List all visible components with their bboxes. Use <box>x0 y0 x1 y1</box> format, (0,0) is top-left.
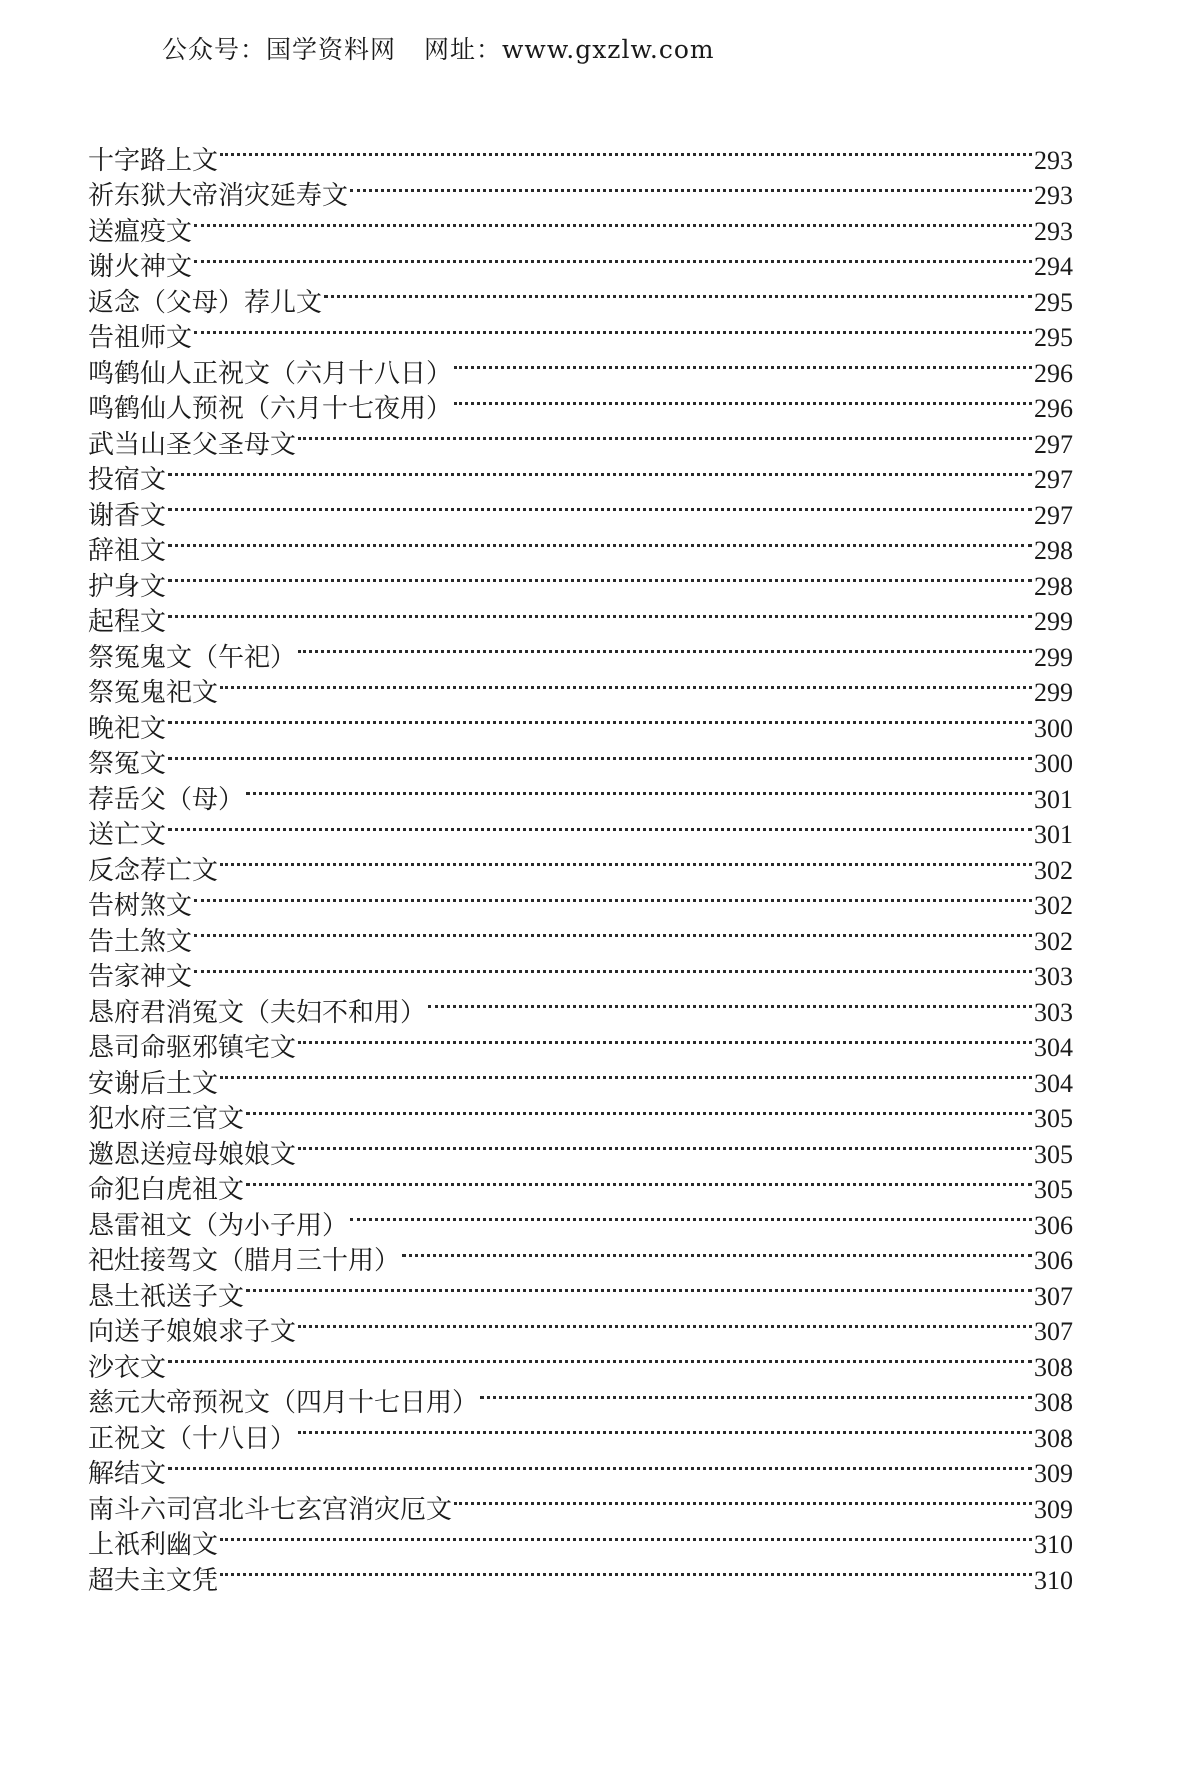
toc-entry-title: 荐岳父（母） <box>88 784 245 815</box>
toc-entry-title: 犯水府三官文 <box>88 1104 245 1134</box>
toc-dot-leader <box>298 1411 1032 1447</box>
toc-entry-page-number: 306 <box>1034 1246 1073 1275</box>
toc-dot-leader <box>298 1127 1032 1163</box>
toc-dot-leader <box>454 1482 1032 1518</box>
toc-entry-page-number: 307 <box>1034 1317 1073 1346</box>
toc-dot-leader <box>168 1447 1032 1483</box>
toc-entry-page-number: 300 <box>1034 713 1073 743</box>
toc-entry <box>88 204 1073 247</box>
toc-entry <box>88 1340 1073 1383</box>
toc-entry-title: 送亡文 <box>88 820 167 850</box>
toc-dot-leader <box>220 666 1032 702</box>
toc-entry <box>88 240 1073 282</box>
toc-entry-title: 向送子娘娘求子文 <box>88 1317 297 1347</box>
toc-entry-title: 鸣鹤仙人预祝（六月十七夜用） <box>88 394 453 424</box>
toc-entry-page-number: 296 <box>1034 358 1073 388</box>
toc-entry <box>88 772 1073 815</box>
toc-entry <box>88 879 1073 921</box>
toc-dot-leader <box>220 843 1032 879</box>
toc-entry-page-number: 305 <box>1034 1104 1073 1133</box>
table-of-contents <box>88 133 1073 1596</box>
toc-entry <box>88 666 1073 708</box>
toc-entry-page-number: 309 <box>1034 1494 1073 1524</box>
toc-entry-title: 告树煞文 <box>88 891 193 921</box>
toc-entry-page-number: 301 <box>1034 784 1073 814</box>
toc-entry-title: 祈东狱大帝消灾延寿文 <box>88 181 349 211</box>
toc-entry-title: 恳土祇送子文 <box>88 1281 245 1312</box>
toc-entry <box>88 595 1073 637</box>
toc-entry-page-number: 298 <box>1034 571 1073 601</box>
toc-entry-title: 起程文 <box>88 607 167 637</box>
toc-entry-page-number: 295 <box>1034 323 1073 352</box>
toc-entry-title: 慈元大帝预祝文（四月十七日用） <box>88 1388 479 1418</box>
toc-entry-page-number: 309 <box>1034 1459 1073 1488</box>
toc-entry-page-number: 298 <box>1034 536 1073 565</box>
page-header <box>162 30 715 66</box>
toc-dot-leader <box>194 311 1032 347</box>
toc-entry-title: 武当山圣父圣母文 <box>88 429 297 460</box>
toc-entry <box>88 453 1073 495</box>
header-account-label: 公众号：国学资料网 <box>162 35 397 64</box>
toc-entry-title: 护身文 <box>88 571 167 602</box>
toc-entry <box>88 985 1073 1028</box>
toc-entry-title: 超夫主文凭 <box>88 1565 219 1596</box>
toc-entry-title: 告祖师文 <box>88 323 193 353</box>
toc-entry-page-number: 299 <box>1034 642 1073 672</box>
toc-entry-page-number: 308 <box>1034 1423 1073 1453</box>
toc-entry-page-number: 297 <box>1034 465 1073 494</box>
toc-entry-page-number: 296 <box>1034 394 1073 423</box>
toc-entry-page-number: 308 <box>1034 1388 1073 1417</box>
toc-entry-title: 祭冤鬼文（午祀） <box>88 642 297 673</box>
toc-entry-title: 祭冤文 <box>88 749 167 779</box>
toc-dot-leader <box>220 133 1032 169</box>
toc-entry <box>88 1376 1073 1418</box>
toc-dot-leader <box>220 1518 1032 1554</box>
toc-entry-page-number: 310 <box>1034 1565 1073 1595</box>
toc-entry-page-number: 301 <box>1034 820 1073 849</box>
toc-entry-page-number: 302 <box>1034 926 1073 956</box>
toc-entry-title: 鸣鹤仙人正祝文（六月十八日） <box>88 358 453 389</box>
toc-entry-page-number: 302 <box>1034 891 1073 920</box>
toc-entry <box>88 559 1073 602</box>
toc-entry-page-number: 304 <box>1034 1033 1073 1062</box>
toc-entry-title: 南斗六司宫北斗七玄宫消灾厄文 <box>88 1494 453 1525</box>
toc-entry <box>88 808 1073 850</box>
toc-entry-page-number: 293 <box>1034 145 1073 175</box>
toc-entry-title: 沙衣文 <box>88 1352 167 1383</box>
toc-entry-title: 投宿文 <box>88 465 167 495</box>
toc-dot-leader <box>194 204 1032 240</box>
toc-entry-title: 安谢后土文 <box>88 1068 219 1099</box>
toc-entry-title: 送瘟疫文 <box>88 216 193 247</box>
toc-dot-leader <box>168 524 1032 560</box>
toc-entry-page-number: 297 <box>1034 500 1073 530</box>
toc-entry <box>88 1482 1073 1525</box>
toc-entry <box>88 1518 1073 1560</box>
toc-entry-page-number: 305 <box>1034 1175 1073 1204</box>
toc-dot-leader <box>428 985 1032 1021</box>
toc-entry-page-number: 304 <box>1034 1068 1073 1098</box>
toc-entry-title: 谢火神文 <box>88 252 193 282</box>
toc-entry <box>88 630 1073 673</box>
toc-entry <box>88 169 1073 211</box>
toc-entry-page-number: 307 <box>1034 1281 1073 1311</box>
toc-entry <box>88 488 1073 531</box>
toc-dot-leader <box>350 1198 1032 1234</box>
toc-dot-leader <box>246 1269 1032 1305</box>
toc-entry <box>88 914 1073 957</box>
toc-entry-title: 恳府君消冤文（夫妇不和用） <box>88 997 427 1028</box>
toc-entry-page-number: 293 <box>1034 216 1073 246</box>
toc-entry <box>88 1056 1073 1099</box>
toc-dot-leader <box>194 879 1032 915</box>
toc-entry <box>88 1092 1073 1134</box>
toc-dot-leader <box>402 1234 1032 1270</box>
toc-entry-page-number: 295 <box>1034 287 1073 317</box>
toc-entry-title: 上祇利幽文 <box>88 1530 219 1560</box>
toc-dot-leader <box>220 1553 1032 1589</box>
toc-entry <box>88 311 1073 353</box>
toc-entry-page-number: 297 <box>1034 429 1073 459</box>
toc-entry-page-number: 303 <box>1034 997 1073 1027</box>
header-url-label: 网址：www.gxzlw.com <box>424 35 715 64</box>
toc-entry-title: 谢香文 <box>88 500 167 531</box>
toc-dot-leader <box>324 275 1032 311</box>
toc-entry-title: 告家神文 <box>88 962 193 992</box>
toc-dot-leader <box>168 1340 1032 1376</box>
toc-entry-title: 恳司命驱邪镇宅文 <box>88 1033 297 1063</box>
toc-dot-leader <box>168 808 1032 844</box>
toc-entry <box>88 843 1073 886</box>
toc-entry <box>88 275 1073 318</box>
toc-entry-title: 告土煞文 <box>88 926 193 957</box>
toc-dot-leader <box>246 1163 1032 1199</box>
toc-entry-page-number: 293 <box>1034 181 1073 210</box>
toc-dot-leader <box>454 382 1032 418</box>
toc-dot-leader <box>298 1305 1032 1341</box>
toc-entry-title: 邀恩送痘母娘娘文 <box>88 1139 297 1170</box>
toc-entry-title: 命犯白虎祖文 <box>88 1175 245 1205</box>
toc-dot-leader <box>220 1056 1032 1092</box>
toc-dot-leader <box>246 1092 1032 1128</box>
toc-entry-title: 解结文 <box>88 1459 167 1489</box>
toc-entry <box>88 133 1073 176</box>
toc-dot-leader <box>168 737 1032 773</box>
toc-entry-title: 正祝文（十八日） <box>88 1423 297 1454</box>
toc-dot-leader <box>298 630 1032 666</box>
toc-entry-page-number: 299 <box>1034 607 1073 636</box>
toc-entry <box>88 524 1073 566</box>
toc-entry-page-number: 303 <box>1034 962 1073 991</box>
toc-entry-title: 反念荐亡文 <box>88 855 219 886</box>
toc-dot-leader <box>194 240 1032 276</box>
toc-dot-leader <box>454 346 1032 382</box>
toc-entry <box>88 1447 1073 1489</box>
toc-entry-title: 辞祖文 <box>88 536 167 566</box>
toc-entry-page-number: 308 <box>1034 1352 1073 1382</box>
toc-dot-leader <box>168 453 1032 489</box>
toc-entry-page-number: 299 <box>1034 678 1073 707</box>
toc-dot-leader <box>168 701 1032 737</box>
toc-entry-title: 祭冤鬼祀文 <box>88 678 219 708</box>
toc-entry-page-number: 306 <box>1034 1210 1073 1240</box>
toc-dot-leader <box>168 488 1032 524</box>
toc-entry <box>88 701 1073 744</box>
toc-entry-page-number: 300 <box>1034 749 1073 778</box>
toc-entry-title: 祀灶接驾文（腊月三十用） <box>88 1246 401 1276</box>
toc-dot-leader <box>168 595 1032 631</box>
toc-entry-page-number: 294 <box>1034 252 1073 281</box>
toc-dot-leader <box>350 169 1032 205</box>
toc-entry <box>88 950 1073 992</box>
toc-entry <box>88 1553 1073 1596</box>
toc-dot-leader <box>194 950 1032 986</box>
toc-entry-page-number: 302 <box>1034 855 1073 885</box>
toc-entry <box>88 737 1073 779</box>
toc-dot-leader <box>480 1376 1032 1412</box>
toc-dot-leader <box>246 772 1032 808</box>
toc-dot-leader <box>298 417 1032 453</box>
toc-entry-title: 晚祀文 <box>88 713 167 744</box>
toc-dot-leader <box>194 914 1032 950</box>
toc-entry-page-number: 310 <box>1034 1530 1073 1559</box>
toc-entry <box>88 346 1073 389</box>
toc-entry-title: 十字路上文 <box>88 145 219 176</box>
toc-dot-leader <box>168 559 1032 595</box>
toc-dot-leader <box>298 1021 1032 1057</box>
toc-entry-title: 返念（父母）荐儿文 <box>88 287 323 318</box>
toc-entry-title: 恳雷祖文（为小子用） <box>88 1210 349 1241</box>
toc-entry-page-number: 305 <box>1034 1139 1073 1169</box>
